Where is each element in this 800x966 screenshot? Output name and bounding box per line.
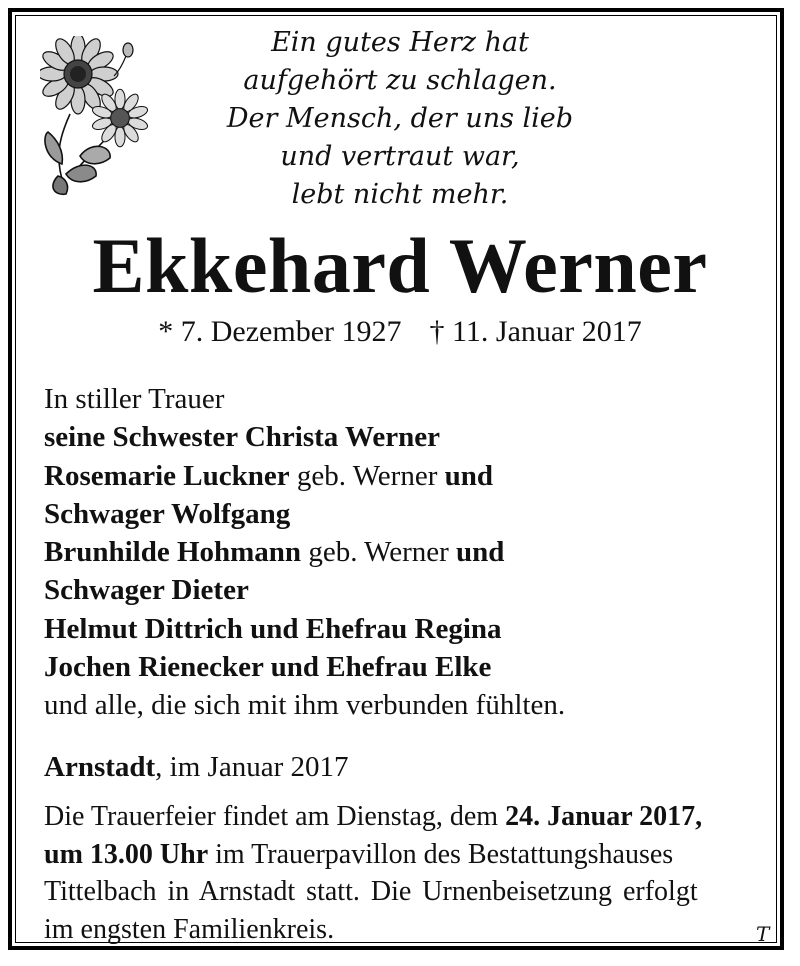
ceremony-line <box>44 836 756 874</box>
ceremony-line: Tittelbach in Arnstadt statt. Die Urnenbeisetzung erfolgt <box>44 876 698 907</box>
poem-line: Der Mensch, der uns lieb <box>226 103 574 134</box>
ceremony-info <box>44 798 756 948</box>
mourner-line: Helmut Dittrich und Ehefrau Regina <box>44 612 502 645</box>
mourner-note: geb. Werner <box>289 459 445 492</box>
poem-line: lebt nicht mehr. <box>291 179 509 210</box>
place-date <box>44 748 764 786</box>
mourner-note: geb. Werner <box>301 536 457 569</box>
ceremony-line: im engsten Familienkreis. <box>44 913 335 945</box>
place-date-text: , im Januar 2017 <box>155 751 349 783</box>
birth-date: * 7. Dezember 1927 <box>158 315 402 348</box>
ceremony-line <box>44 798 756 836</box>
mourner-and: und <box>456 536 505 569</box>
poem-line: aufgehört zu schlagen. <box>243 65 557 96</box>
mourner-line: Schwager Wolfgang <box>44 497 291 530</box>
ceremony-date: 24. Januar 2017, <box>505 801 703 832</box>
mourner-line: Jochen Rienecker und Ehefrau Elke <box>44 651 492 684</box>
mourners-closing: und alle, die sich mit ihm verbunden fühlten. <box>44 689 566 722</box>
poem-line: und vertraut war, <box>280 141 520 172</box>
deceased-name: Ekkehard Werner <box>92 222 708 309</box>
memorial-poem <box>170 24 630 214</box>
mourner-name: Rosemarie Luckner <box>44 459 290 492</box>
mourner-and: und <box>444 459 494 492</box>
ceremony-text: Die Trauerfeier findet am Dienstag, dem <box>44 801 506 832</box>
mourner-line: Schwager Dieter <box>44 574 249 607</box>
mourner-name: Brunhilde Hohmann <box>44 536 302 569</box>
mourner-line: seine Schwester Christa Werner <box>44 421 441 454</box>
place-city: Arnstadt <box>44 751 156 783</box>
mourners-intro: In stiller Trauer <box>44 383 225 415</box>
death-date: † 11. Januar 2017 <box>429 315 642 348</box>
mourners-list <box>44 380 764 725</box>
life-dates <box>0 312 800 352</box>
publisher-mark: T <box>756 922 770 946</box>
ceremony-text: im Trauerpavillon des Bestattungshauses <box>208 838 674 870</box>
poem-line: Ein gutes Herz hat <box>271 27 529 58</box>
ceremony-time: um 13.00 Uhr <box>44 838 209 870</box>
sunflower-icon <box>40 36 152 196</box>
